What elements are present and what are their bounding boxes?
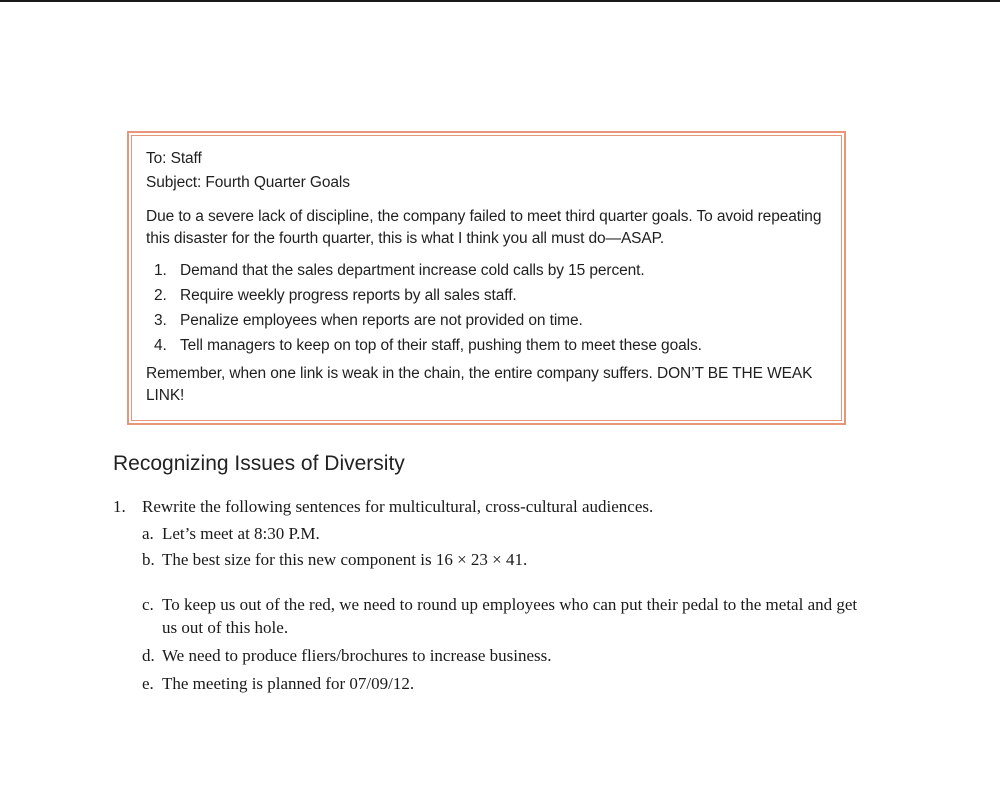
memo-body: Due to a severe lack of discipline, the company failed to meet third quarter goals. To avoid repeating this disaster for the fourth quarter, this is what I think you all must do—ASAP. [146,208,822,247]
top-border-rule [0,0,1000,2]
exercise-item [113,672,873,696]
exercise-question [113,495,873,519]
section-heading: Recognizing Issues of Diversity [113,452,405,475]
exercise-block [113,495,873,696]
question-number: 1. [113,497,126,516]
memo-box [127,131,846,425]
item-text: The meeting is planned for 07/09/12. [162,674,415,693]
memo-list-item [154,258,827,283]
memo-list-item [154,308,827,333]
memo-item-text: Tell managers to keep on top of their staff, pushing them to meet these goals. [180,337,702,354]
memo-content [131,135,842,421]
exercise-item [113,644,873,668]
item-letter: e. [142,674,154,693]
memo-action-list [146,258,827,358]
memo-item-number: 4. [154,337,167,354]
memo-list-item [154,283,827,308]
item-letter: a. [142,524,154,543]
item-letter: c. [142,595,154,614]
memo-item-text: Require weekly progress reports by all sales staff. [180,287,517,304]
memo-closing: Remember, when one link is weak in the chain, the entire company suffers. DON’T BE THE WEAK LINK! [146,365,813,404]
memo-list-item [154,333,827,358]
memo-item-text: Demand that the sales department increase cold calls by 15 percent. [180,262,645,279]
memo-item-number: 2. [154,287,167,304]
item-letter: d. [142,646,155,665]
question-prompt: Rewrite the following sentences for multicultural, cross-cultural audiences. [142,497,654,516]
exercise-item [113,522,873,546]
item-text: We need to produce fliers/brochures to increase business. [162,646,552,665]
memo-to: To: Staff [146,150,202,167]
memo-item-text: Penalize employees when reports are not provided on time. [180,312,583,329]
item-text: Let’s meet at 8:30 P.M. [162,524,320,543]
memo-item-number: 1. [154,262,167,279]
item-letter: b. [142,550,155,569]
item-text: To keep us out of the red, we need to round up employees who can put their pedal to the metal and get us out of this hole. [162,595,858,637]
item-text: The best size for this new component is 16 × 23 × 41. [162,550,528,569]
exercise-item [113,548,873,572]
exercise-item [113,593,873,639]
memo-item-number: 3. [154,312,167,329]
memo-subject: Subject: Fourth Quarter Goals [146,174,350,191]
